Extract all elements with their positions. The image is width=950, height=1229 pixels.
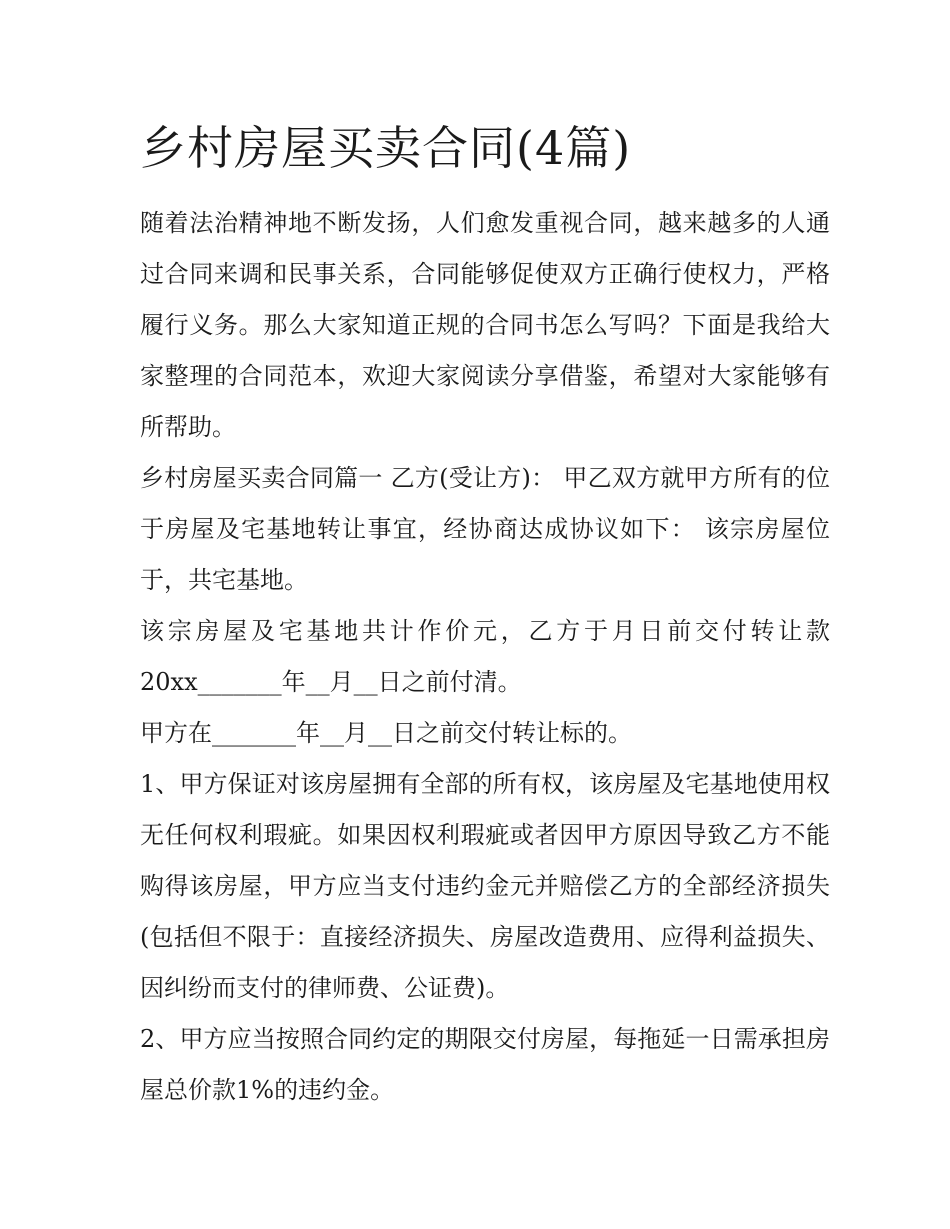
document-body [140,198,830,1116]
clause-2-paragraph: 2、甲方应当按照合同约定的期限交付房屋，每拖延一日需承担房屋总价款1%的违约金。 [140,1025,830,1104]
clause-1-paragraph: 1、甲方保证对该房屋拥有全部的所有权，该房屋及宅基地使用权无任何权利瑕疵。如果因权利瑕疵或者因甲方原因导致乙方不能购得该房屋，甲方应当支付违约金元并赔偿乙方的全部经济损失(包括但不限于：直接经济损失、房屋改造费用、应得利益损失、因纠纷而支付的律师费、公证费)。 [140,770,830,1002]
document-title: 乡村房屋买卖合同(4篇) [140,121,632,175]
intro-paragraph: 随着法治精神地不断发扬，人们愈发重视合同，越来越多的人通过合同来调和民事关系，合同能够促使双方正确行使权力，严格履行义务。那么大家知道正规的合同书怎么写吗？下面是我给大家整理的合同范本，欢迎大家阅读分享借鉴，希望对大家能够有所帮助。 [140,209,830,441]
price-payment-paragraph: 该宗房屋及宅基地共计作价元，乙方于月日前交付转让款20xx_______年__月__日之前付清。 [140,617,830,696]
delivery-paragraph: 甲方在_______年__月__日之前交付转让标的。 [140,719,632,747]
contract-one-heading-paragraph: 乡村房屋买卖合同篇一 乙方(受让方)： 甲乙双方就甲方所有的位于房屋及宅基地转让事宜，经协商达成协议如下： 该宗房屋位于，共宅基地。 [140,464,830,594]
